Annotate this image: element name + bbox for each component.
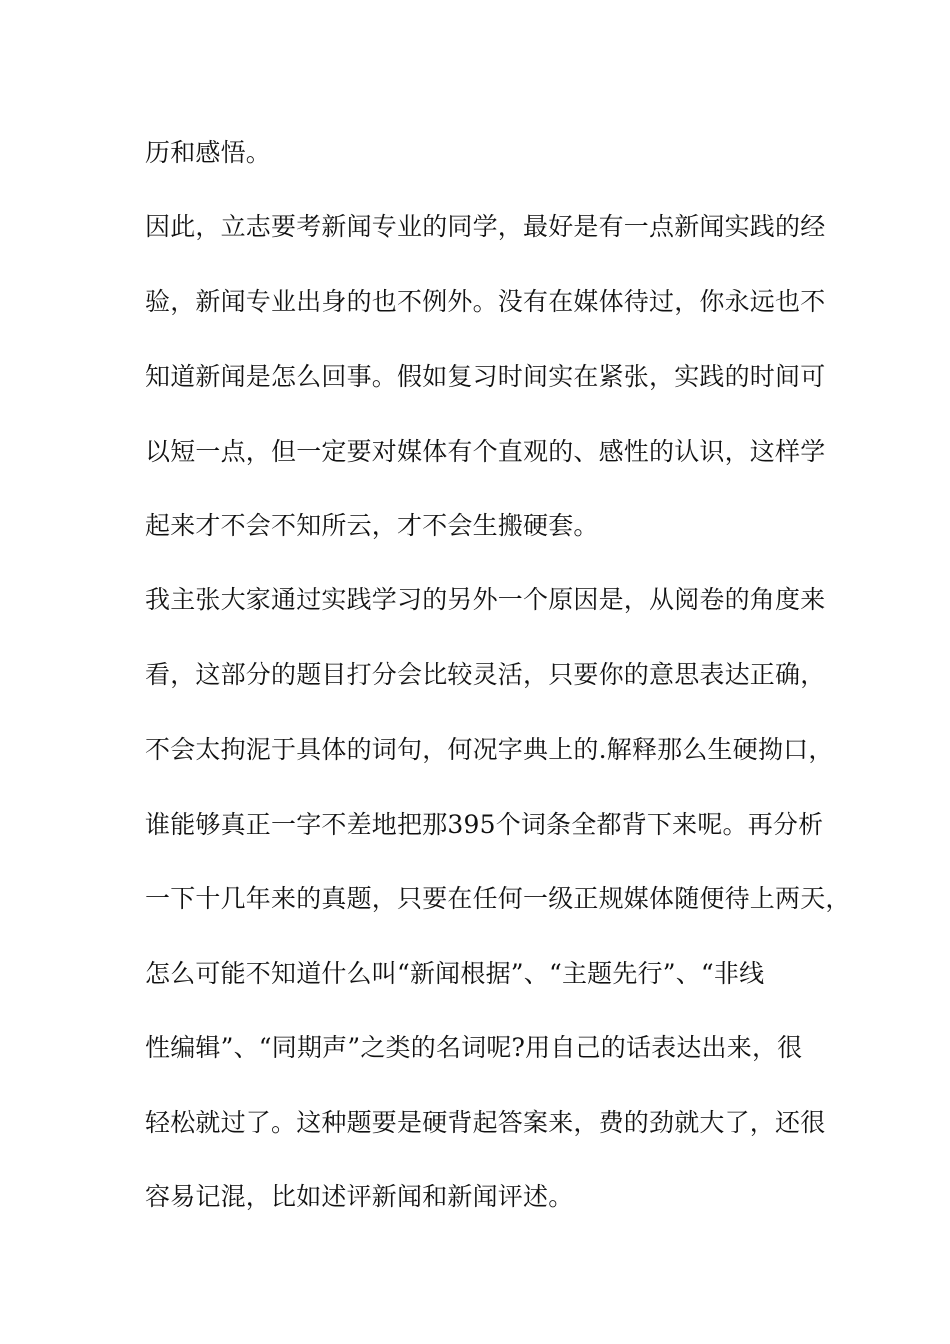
text-line: 怎么可能不知道什么叫“新闻根据”、“主题先行”、“非线 <box>145 959 765 988</box>
text-line: 因此，立志要考新闻专业的同学，最好是有一点新闻实践的经 <box>145 212 826 241</box>
text-line: 以短一点，但一定要对媒体有个直观的、感性的认识，这样学 <box>145 437 826 466</box>
text-line: 看，这部分的题目打分会比较灵活，只要你的意思表达正确， <box>145 660 826 689</box>
text-line: 轻松就过了。这种题要是硬背起答案来，费的劲就大了，还很 <box>145 1108 826 1137</box>
text-line: 谁能够真正一字不差地把那395个词条全都背下来呢。再分析 <box>145 810 824 839</box>
text-line: 性编辑”、“同期声”之类的名词呢?用自己的话表达出来，很 <box>145 1033 803 1062</box>
text-line: 起来才不会不知所云，才不会生搬硬套。 <box>145 511 599 540</box>
text-line: 不会太拘泥于具体的词句，何况字典上的.解释那么生硬拗口， <box>145 735 834 764</box>
text-line: 一下十几年来的真题，只要在任何一级正规媒体随便待上两天， <box>145 884 851 913</box>
text-line: 历和感悟。 <box>145 138 272 167</box>
text-line: 验，新闻专业出身的也不例外。没有在媒体待过，你永远也不 <box>145 287 826 316</box>
text-line: 我主张大家通过实践学习的另外一个原因是，从阅卷的角度来 <box>145 585 826 614</box>
text-line: 知道新闻是怎么回事。假如复习时间实在紧张，实践的时间可 <box>145 362 826 391</box>
text-line: 容易记混，比如述评新闻和新闻评述。 <box>145 1182 574 1211</box>
